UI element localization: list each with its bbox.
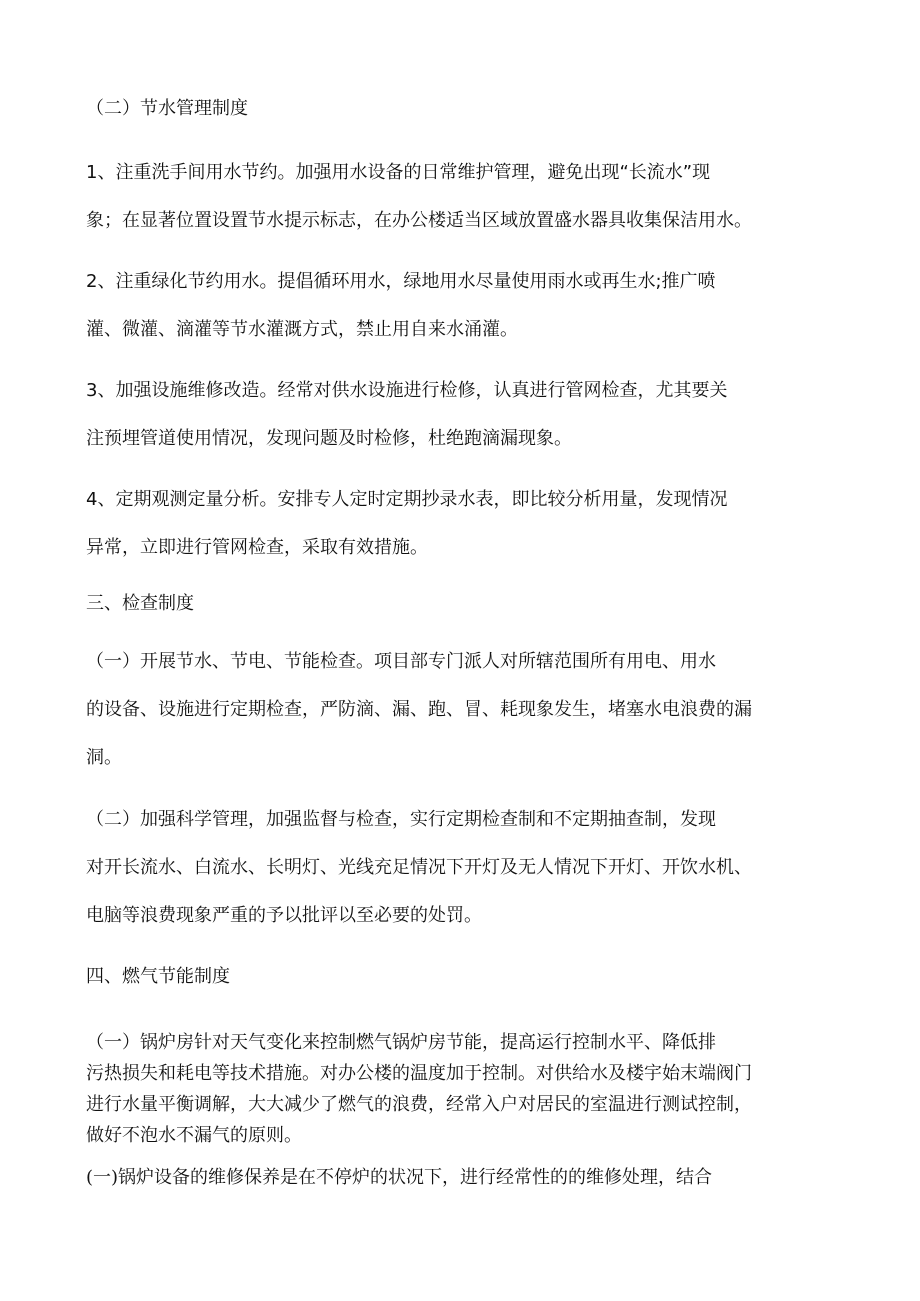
paragraph-line: （一）锅炉房针对天气变化来控制燃气锅炉房节能，提高运行控制水平、降低排 [86,1032,716,1053]
paragraph-water-2 [86,258,836,354]
heading-water-management [86,85,836,133]
paragraph-line: 的设备、设施进行定期检查，严防滴、漏、跑、冒、耗现象发生，堵塞水电浪费的漏 [86,699,752,720]
paragraph-line: （二）加强科学管理，加强监督与检查，实行定期检查制和不定期抽查制，发现 [86,809,716,830]
paragraph-inspection-2 [86,796,836,940]
paragraph-gas-2 [86,1162,836,1193]
paragraph-line: 洞。 [86,747,122,768]
paragraph-line: 2、注重绿化节约用水。提倡循环用水，绿地用水尽量使用雨水或再生水;推广喷 [86,271,716,292]
paragraph-line: 象；在显著位置设置节水提示标志，在办公楼适当区域放置盛水器具收集保洁用水。 [86,210,752,231]
paragraph-inspection-1 [86,638,836,782]
paragraph-line: 灌、微灌、滴灌等节水灌溉方式，禁止用自来水涌灌。 [86,319,518,340]
heading-gas-saving [86,953,836,1001]
heading-inspection [86,580,836,628]
heading-text: 三、检查制度 [86,593,194,614]
paragraph-gas-1 [86,1027,836,1151]
paragraph-line: (一)锅炉设备的维修保养是在不停炉的状况下，进行经常性的的维修处理，结合 [86,1167,713,1188]
paragraph-water-4 [86,476,836,572]
paragraph-line: 电脑等浪费现象严重的予以批评以至必要的处罚。 [86,905,482,926]
paragraph-line: 3、加强设施维修改造。经常对供水设施进行检修，认真进行管网检查，尤其要关 [86,380,728,401]
heading-text: 四、燃气节能制度 [86,966,230,987]
paragraph-line: 污热损失和耗电等技术措施。对办公楼的温度加于控制。对供给水及楼宇始末端阀门 [86,1063,752,1084]
paragraph-line: 对开长流水、白流水、长明灯、光线充足情况下开灯及无人情况下开灯、开饮水机、 [86,857,752,878]
paragraph-line: （一）开展节水、节电、节能检查。项目部专门派人对所辖范围所有用电、用水 [86,651,716,672]
paragraph-line: 异常，立即进行管网检查，采取有效措施。 [86,537,428,558]
paragraph-line: 1、注重洗手间用水节约。加强用水设备的日常维护管理，避免出现“长流水”现 [86,162,711,183]
paragraph-line: 注预埋管道使用情况，发现问题及时检修，杜绝跑滴漏现象。 [86,428,572,449]
paragraph-water-1 [86,149,836,245]
paragraph-line: 4、定期观测定量分析。安排专人定时定期抄录水表，即比较分析用量，发现情况 [86,489,728,510]
paragraph-line: 进行水量平衡调解，大大减少了燃气的浪费，经常入户对居民的室温进行测试控制， [86,1094,752,1115]
heading-text: （二）节水管理制度 [86,98,248,119]
paragraph-line: 做好不泡水不漏气的原则。 [86,1125,302,1146]
paragraph-water-3 [86,367,836,463]
